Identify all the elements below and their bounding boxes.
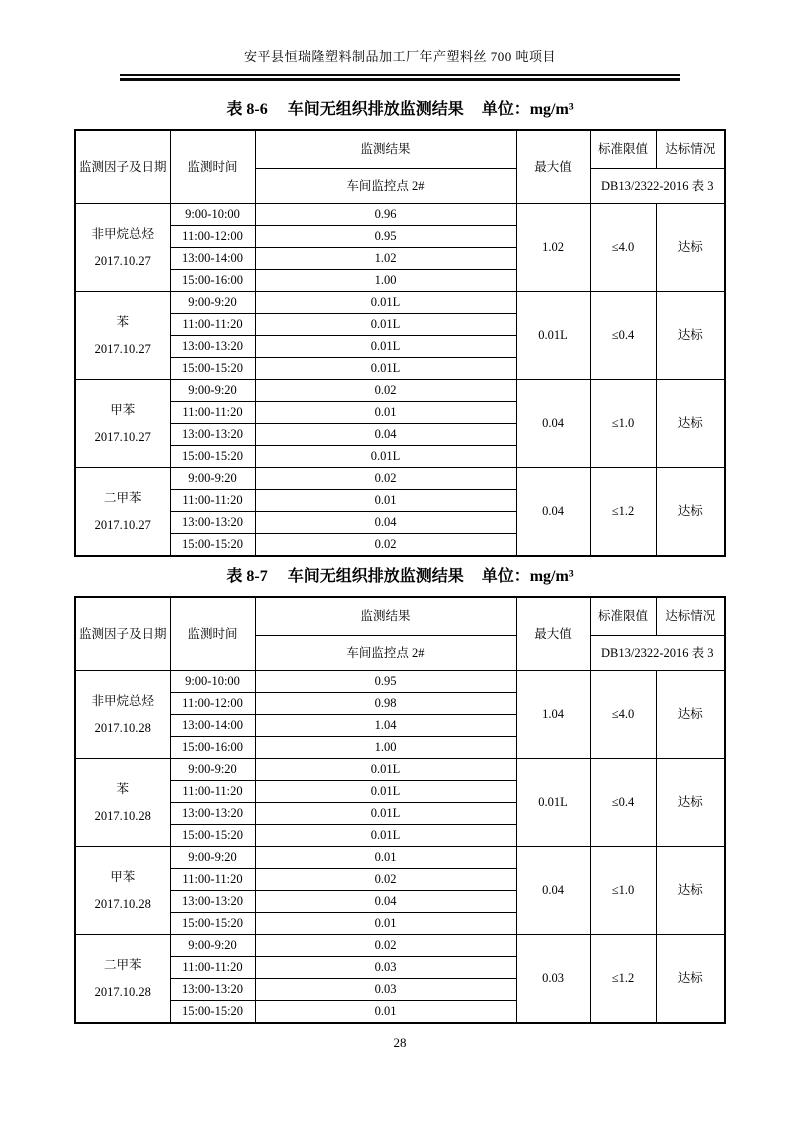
- time-cell: 13:00-13:20: [170, 424, 255, 446]
- col-header-status: 达标情况: [656, 597, 725, 636]
- max-value-cell: 0.01L: [516, 292, 590, 380]
- time-cell: 13:00-13:20: [170, 512, 255, 534]
- value-cell: 0.01L: [255, 825, 516, 847]
- value-cell: 0.04: [255, 891, 516, 913]
- factor-date-cell: [75, 847, 170, 935]
- status-cell: 达标: [656, 847, 725, 935]
- limit-cell: ≤1.0: [590, 847, 656, 935]
- data-row: [75, 759, 725, 781]
- col-header-max: 最大值: [516, 130, 590, 204]
- time-cell: 11:00-11:20: [170, 490, 255, 512]
- factor-date: 2017.10.28: [94, 896, 151, 911]
- value-cell: 0.01: [255, 1001, 516, 1024]
- value-cell: 0.04: [255, 512, 516, 534]
- time-cell: 15:00-16:00: [170, 270, 255, 292]
- limit-cell: ≤4.0: [590, 671, 656, 759]
- value-cell: 0.02: [255, 468, 516, 490]
- time-cell: 15:00-16:00: [170, 737, 255, 759]
- factor-date-cell: [75, 292, 170, 380]
- table-title: 车间无组织排放监测结果: [287, 101, 464, 118]
- factor-date-cell: [75, 759, 170, 847]
- time-cell: 9:00-9:20: [170, 935, 255, 957]
- value-cell: 0.02: [255, 935, 516, 957]
- limit-cell: ≤0.4: [590, 759, 656, 847]
- header-double-rule: [120, 74, 680, 81]
- value-cell: 0.01L: [255, 781, 516, 803]
- time-cell: 15:00-15:20: [170, 1001, 255, 1024]
- col-header-standard: DB13/2322-2016 表 3: [590, 169, 725, 204]
- value-cell: 0.96: [255, 204, 516, 226]
- status-cell: 达标: [656, 380, 725, 468]
- time-cell: 9:00-9:20: [170, 759, 255, 781]
- value-cell: 0.01: [255, 402, 516, 424]
- table-caption: [0, 563, 800, 586]
- time-cell: 9:00-10:00: [170, 671, 255, 693]
- table-number: 表 8-7: [226, 568, 268, 585]
- col-header-standard: DB13/2322-2016 表 3: [590, 636, 725, 671]
- max-value-cell: 0.04: [516, 468, 590, 557]
- col-header-limit: 标准限值: [590, 130, 656, 169]
- value-cell: 0.02: [255, 380, 516, 402]
- factor-name: 苯: [116, 781, 129, 796]
- time-cell: 15:00-15:20: [170, 446, 255, 468]
- col-header-status: 达标情况: [656, 130, 725, 169]
- table-header-row-1: [75, 130, 725, 169]
- factor-name: 二甲苯: [103, 957, 142, 972]
- table-caption: [0, 96, 800, 119]
- time-cell: 11:00-11:20: [170, 869, 255, 891]
- time-cell: 13:00-13:20: [170, 336, 255, 358]
- factor-date-cell: [75, 380, 170, 468]
- factor-name: 非甲烷总烃: [91, 693, 154, 708]
- status-cell: 达标: [656, 671, 725, 759]
- factor-date: 2017.10.27: [94, 517, 151, 532]
- time-cell: 11:00-12:00: [170, 226, 255, 248]
- value-cell: 0.01L: [255, 803, 516, 825]
- data-row: [75, 935, 725, 957]
- factor-date: 2017.10.28: [94, 720, 151, 735]
- data-row: [75, 847, 725, 869]
- table-unit-label: 单位：mg/m³: [481, 568, 574, 585]
- time-cell: 9:00-9:20: [170, 380, 255, 402]
- value-cell: 0.01: [255, 847, 516, 869]
- monitoring-results-table: [74, 129, 726, 557]
- time-cell: 13:00-13:20: [170, 891, 255, 913]
- max-value-cell: 0.04: [516, 380, 590, 468]
- data-row: [75, 380, 725, 402]
- max-value-cell: 0.01L: [516, 759, 590, 847]
- col-header-factor-date: 监测因子及日期: [75, 597, 170, 671]
- time-cell: 15:00-15:20: [170, 358, 255, 380]
- table-title: 车间无组织排放监测结果: [287, 568, 464, 585]
- data-row: [75, 292, 725, 314]
- value-cell: 0.01: [255, 490, 516, 512]
- time-cell: 13:00-14:00: [170, 248, 255, 270]
- value-cell: 1.00: [255, 737, 516, 759]
- col-header-result: 监测结果: [255, 597, 516, 636]
- value-cell: 0.01L: [255, 759, 516, 781]
- time-cell: 11:00-11:20: [170, 402, 255, 424]
- factor-name: 苯: [116, 314, 129, 329]
- value-cell: 0.01L: [255, 358, 516, 380]
- time-cell: 11:00-12:00: [170, 693, 255, 715]
- time-cell: 13:00-13:20: [170, 803, 255, 825]
- value-cell: 0.01L: [255, 336, 516, 358]
- value-cell: 0.01L: [255, 446, 516, 468]
- value-cell: 1.04: [255, 715, 516, 737]
- status-cell: 达标: [656, 468, 725, 557]
- col-header-result: 监测结果: [255, 130, 516, 169]
- time-cell: 9:00-10:00: [170, 204, 255, 226]
- factor-date: 2017.10.28: [94, 808, 151, 823]
- table-unit-label: 单位：mg/m³: [481, 101, 574, 118]
- document-header-title: 安平县恒瑞隆塑料制品加工厂年产塑料丝 700 吨项目: [243, 49, 556, 64]
- table-section-2: [0, 563, 800, 1024]
- table-section-1: [0, 96, 800, 557]
- factor-name: 甲苯: [110, 869, 136, 884]
- data-row: [75, 671, 725, 693]
- factor-name: 甲苯: [110, 402, 136, 417]
- max-value-cell: 0.04: [516, 847, 590, 935]
- time-cell: 11:00-11:20: [170, 781, 255, 803]
- col-header-monitor-point: 车间监控点 2#: [255, 636, 516, 671]
- factor-date-cell: [75, 671, 170, 759]
- time-cell: 11:00-11:20: [170, 314, 255, 336]
- value-cell: 1.00: [255, 270, 516, 292]
- limit-cell: ≤1.2: [590, 935, 656, 1024]
- value-cell: 0.01L: [255, 292, 516, 314]
- time-cell: 15:00-15:20: [170, 825, 255, 847]
- time-cell: 15:00-15:20: [170, 913, 255, 935]
- time-cell: 15:00-15:20: [170, 534, 255, 557]
- time-cell: 13:00-13:20: [170, 979, 255, 1001]
- col-header-factor-date: 监测因子及日期: [75, 130, 170, 204]
- factor-name: 二甲苯: [103, 490, 142, 505]
- col-header-limit: 标准限值: [590, 597, 656, 636]
- status-cell: 达标: [656, 759, 725, 847]
- time-cell: 11:00-11:20: [170, 957, 255, 979]
- factor-date: 2017.10.27: [94, 341, 151, 356]
- limit-cell: ≤1.2: [590, 468, 656, 557]
- col-header-max: 最大值: [516, 597, 590, 671]
- value-cell: 0.95: [255, 226, 516, 248]
- status-cell: 达标: [656, 292, 725, 380]
- value-cell: 0.03: [255, 979, 516, 1001]
- data-row: [75, 204, 725, 226]
- status-cell: 达标: [656, 204, 725, 292]
- limit-cell: ≤4.0: [590, 204, 656, 292]
- table-number: 表 8-6: [226, 101, 268, 118]
- factor-date-cell: [75, 204, 170, 292]
- factor-date-cell: [75, 935, 170, 1024]
- value-cell: 1.02: [255, 248, 516, 270]
- value-cell: 0.01L: [255, 314, 516, 336]
- time-cell: 9:00-9:20: [170, 292, 255, 314]
- max-value-cell: 1.04: [516, 671, 590, 759]
- time-cell: 9:00-9:20: [170, 468, 255, 490]
- value-cell: 0.98: [255, 693, 516, 715]
- factor-date-cell: [75, 468, 170, 557]
- page-number: 28: [393, 1035, 407, 1050]
- value-cell: 0.02: [255, 534, 516, 557]
- data-row: [75, 468, 725, 490]
- limit-cell: ≤1.0: [590, 380, 656, 468]
- max-value-cell: 0.03: [516, 935, 590, 1024]
- col-header-time: 监测时间: [170, 130, 255, 204]
- status-cell: 达标: [656, 935, 725, 1024]
- value-cell: 0.04: [255, 424, 516, 446]
- max-value-cell: 1.02: [516, 204, 590, 292]
- limit-cell: ≤0.4: [590, 292, 656, 380]
- value-cell: 0.03: [255, 957, 516, 979]
- factor-date: 2017.10.27: [94, 429, 151, 444]
- factor-date: 2017.10.27: [94, 253, 151, 268]
- col-header-time: 监测时间: [170, 597, 255, 671]
- factor-name: 非甲烷总烃: [91, 226, 154, 241]
- factor-date: 2017.10.28: [94, 984, 151, 999]
- monitoring-results-table: [74, 596, 726, 1024]
- value-cell: 0.02: [255, 869, 516, 891]
- value-cell: 0.95: [255, 671, 516, 693]
- table-header-row-1: [75, 597, 725, 636]
- col-header-monitor-point: 车间监控点 2#: [255, 169, 516, 204]
- time-cell: 13:00-14:00: [170, 715, 255, 737]
- value-cell: 0.01: [255, 913, 516, 935]
- time-cell: 9:00-9:20: [170, 847, 255, 869]
